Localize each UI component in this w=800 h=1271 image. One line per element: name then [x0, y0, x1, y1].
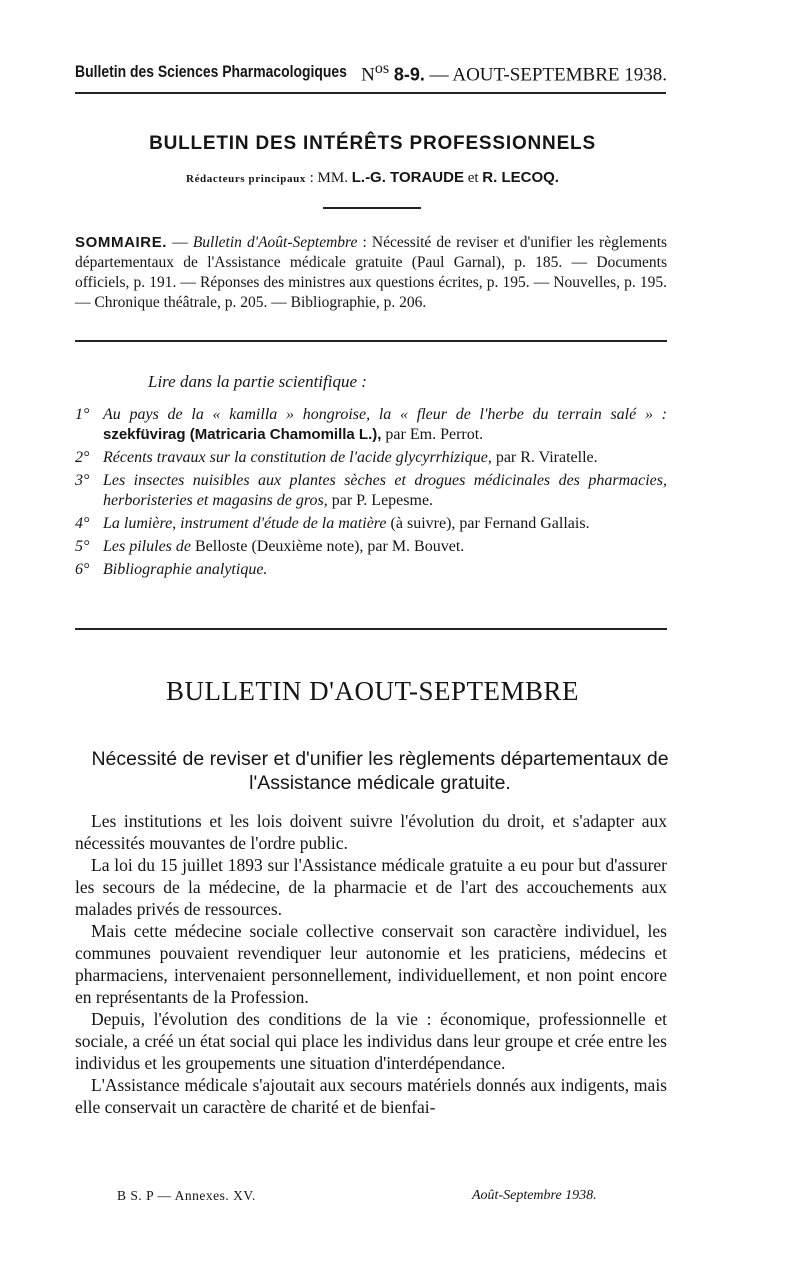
- toc-number: 1°: [75, 406, 90, 423]
- editors-names-2: R. LECOQ.: [482, 169, 559, 186]
- list-item: [75, 514, 667, 534]
- footer-date: Août-Septembre 1938.: [472, 1188, 597, 1203]
- list-item: [75, 448, 667, 468]
- toc-title: La lumière, instrument d'étude de la matière: [103, 515, 387, 532]
- list-item: [75, 537, 667, 557]
- editors-line: [0, 169, 745, 187]
- toc-number: 4°: [75, 515, 90, 532]
- editors-and: et: [467, 170, 479, 186]
- bulletin-heading: BULLETIN DES INTÉRÊTS PROFESSIONNELS: [149, 133, 596, 154]
- toc-bold: szekfüvirag (Matricaria Chamomilla L.),: [103, 426, 382, 443]
- list-item: [75, 471, 667, 511]
- toc-author: par P. Lepesme.: [331, 492, 434, 509]
- paragraph: Mais cette médecine sociale collective conservait son caractère individuel, les communes pouvaient revendiquer leur autonomie et les praticiens, médecins et pharmaciens, intervenaient personnellement, individuellement, et non point encore en représentants de la Profession.: [75, 921, 667, 1007]
- footer-signature: B S. P — Annexes. XV.: [117, 1188, 256, 1203]
- header-rule: [75, 92, 666, 94]
- issue-number: 8-9.: [393, 64, 425, 85]
- toc-author: par Em. Perrot.: [385, 426, 484, 443]
- paragraph: La loi du 15 juillet 1893 sur l'Assistance médicale gratuite a eu pour but d'assurer les secours de la médecine, de la pharmacie et de l'art des accouchements aux malades privés de ressources.: [75, 855, 667, 919]
- toc-number: 6°: [75, 561, 90, 578]
- paragraph: Depuis, l'évolution des conditions de la vie : économique, professionnelle et sociale, a créé un état social qui place les individus dans leur groupe et crée entre les individus et les groupements une situation d'interdépendance.: [75, 1009, 667, 1073]
- toc-number: 2°: [75, 449, 90, 466]
- toc-title: Récents travaux sur la constitution de l'acide glycyrrhizique,: [103, 449, 492, 466]
- toc-author: Belloste (Deuxième note), par M. Bouvet.: [195, 538, 465, 555]
- list-item: [75, 560, 667, 580]
- toc-title: Bibliographie analytique.: [103, 561, 268, 578]
- divider-2: [75, 628, 667, 630]
- editors-names: L.-G. TORAUDE: [351, 169, 464, 186]
- sommaire-text: : Nécessité de reviser et d'unifier les règlements départementaux de l'Assistance médicale gratuite (Paul Garnal), p. 185. — Documents officiels, p. 191. — Réponses des ministres aux questions écrites, p. 195. — Nouvelles, p. 195. — Chronique théâtrale, p. 205. — Bibliographie, p. 206.: [75, 234, 668, 311]
- issue-prefix-sup: os: [374, 60, 390, 77]
- section-title: BULLETIN D'AOUT-SEPTEMBRE: [165, 676, 580, 706]
- toc-number: 3°: [75, 472, 90, 489]
- editors-label: Rédacteurs principaux: [186, 173, 306, 185]
- toc-title: Les insectes nuisibles aux plantes sèches et drogues médicinales des pharmacies, herboristeries et magasins de gros,: [103, 472, 667, 509]
- list-item: [75, 405, 667, 445]
- issue-prefix: N: [361, 64, 375, 86]
- sommaire-block: [75, 233, 667, 313]
- sommaire-label: SOMMAIRE.: [75, 234, 168, 251]
- sommaire-italic: Bulletin d'Août-Septembre: [192, 234, 358, 251]
- paragraph: Les institutions et les lois doivent suivre l'évolution du droit, et s'adapter aux nécessités mouvantes de l'ordre public.: [75, 811, 667, 853]
- editors-sep: : MM.: [309, 170, 348, 186]
- short-divider: [323, 207, 421, 209]
- issue-info: [361, 60, 667, 86]
- lire-heading: Lire dans la partie scientifique :: [148, 372, 367, 391]
- journal-title: Bulletin des Sciences Pharmacologiques: [75, 62, 347, 81]
- paragraph: L'Assistance médicale s'ajoutait aux secours matériels donnés aux indigents, mais elle conservait un caractère de charité et de bienfai-: [75, 1075, 667, 1117]
- sommaire-dash: —: [172, 234, 188, 251]
- article-title: Nécessité de reviser et d'unifier les règlements départementaux de l'Assistance médicale gratuite.: [91, 748, 669, 794]
- toc-title: Au pays de la « kamilla » hongroise, la « fleur de l'herbe du terrain salé » :: [103, 406, 667, 423]
- toc-list: [75, 405, 667, 583]
- toc-number: 5°: [75, 538, 90, 555]
- toc-title: Les pilules de: [103, 538, 191, 555]
- issue-date: — AOUT-SEPTEMBRE 1938.: [429, 64, 667, 86]
- toc-author: par R. Viratelle.: [495, 449, 598, 466]
- article-body: [75, 810, 667, 1118]
- divider-1: [75, 340, 667, 342]
- toc-author: (à suivre), par Fernand Gallais.: [390, 515, 590, 532]
